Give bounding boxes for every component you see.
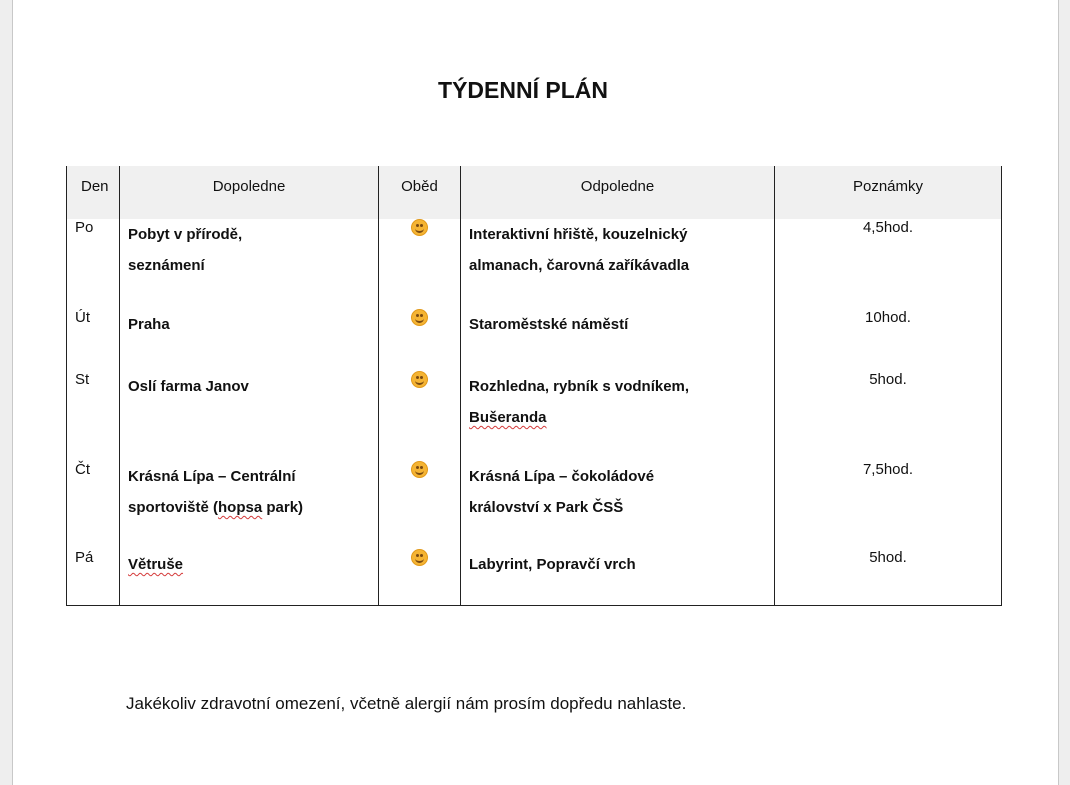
afternoon-text: Rozhledna, rybník s vodníkem,	[469, 378, 690, 395]
afternoon-text: Labyrint, Popravčí vrch	[469, 556, 636, 573]
morning-text: Praha	[128, 316, 170, 333]
morning-text-misspelled: hopsa	[218, 499, 263, 516]
afternoon-text: Krásná Lípa – čokoládové	[469, 468, 655, 485]
smiley-icon	[411, 549, 428, 566]
morning-text: seznámení	[128, 257, 205, 274]
lunch-cell	[379, 549, 461, 605]
header-lunch: Oběd	[379, 166, 461, 219]
morning-text: park)	[262, 499, 304, 516]
table-row	[67, 219, 1002, 309]
day-cell: Čt	[67, 461, 120, 549]
morning-cell	[120, 309, 379, 371]
note-cell: 5hod.	[775, 549, 1002, 605]
morning-text: Krásná Lípa – Centrální	[128, 468, 296, 485]
table-row	[67, 461, 1002, 549]
lunch-cell	[379, 461, 461, 549]
morning-text: Oslí farma Janov	[128, 378, 249, 395]
note-cell: 4,5hod.	[775, 219, 1002, 309]
morning-text: Pobyt v přírodě,	[128, 226, 243, 243]
day-cell: Út	[67, 309, 120, 371]
afternoon-cell	[461, 549, 775, 605]
afternoon-cell	[461, 309, 775, 371]
table-row	[67, 549, 1002, 605]
header-morning: Dopoledne	[120, 166, 379, 219]
day-cell: Po	[67, 219, 120, 309]
smiley-icon	[411, 371, 428, 388]
note-cell: 7,5hod.	[775, 461, 1002, 549]
page-title: TÝDENNÍ PLÁN	[438, 77, 608, 103]
lunch-cell	[379, 371, 461, 461]
afternoon-cell	[461, 371, 775, 461]
morning-text-misspelled: Větruše	[128, 556, 184, 573]
day-cell: Pá	[67, 549, 120, 605]
lunch-cell	[379, 219, 461, 309]
afternoon-cell	[461, 219, 775, 309]
day-cell: St	[67, 371, 120, 461]
table-row	[67, 371, 1002, 461]
header-afternoon: Odpoledne	[461, 166, 775, 219]
afternoon-text: Interaktivní hřiště, kouzelnický	[469, 226, 688, 243]
weekly-plan-table	[66, 166, 1002, 606]
lunch-cell	[379, 309, 461, 371]
note-cell: 5hod.	[775, 371, 1002, 461]
morning-cell	[120, 219, 379, 309]
afternoon-text: Staroměstské náměstí	[469, 316, 629, 333]
smiley-icon	[411, 219, 428, 236]
header-notes: Poznámky	[775, 166, 1002, 219]
morning-cell	[120, 549, 379, 605]
health-notice: Jakékoliv zdravotní omezení, včetně alergií nám prosím dopředu nahlaste.	[126, 694, 687, 713]
afternoon-text: království x Park ČSŠ	[469, 499, 624, 516]
header-day: Den	[67, 166, 120, 219]
morning-cell	[120, 461, 379, 549]
smiley-icon	[411, 461, 428, 478]
table-header-row	[67, 166, 1002, 219]
note-cell: 10hod.	[775, 309, 1002, 371]
smiley-icon	[411, 309, 428, 326]
afternoon-cell	[461, 461, 775, 549]
afternoon-text: almanach, čarovná zaříkávadla	[469, 257, 690, 274]
table-row	[67, 309, 1002, 371]
afternoon-text-misspelled: Bušeranda	[469, 409, 547, 426]
morning-cell	[120, 371, 379, 461]
morning-text: sportoviště (	[128, 499, 219, 516]
